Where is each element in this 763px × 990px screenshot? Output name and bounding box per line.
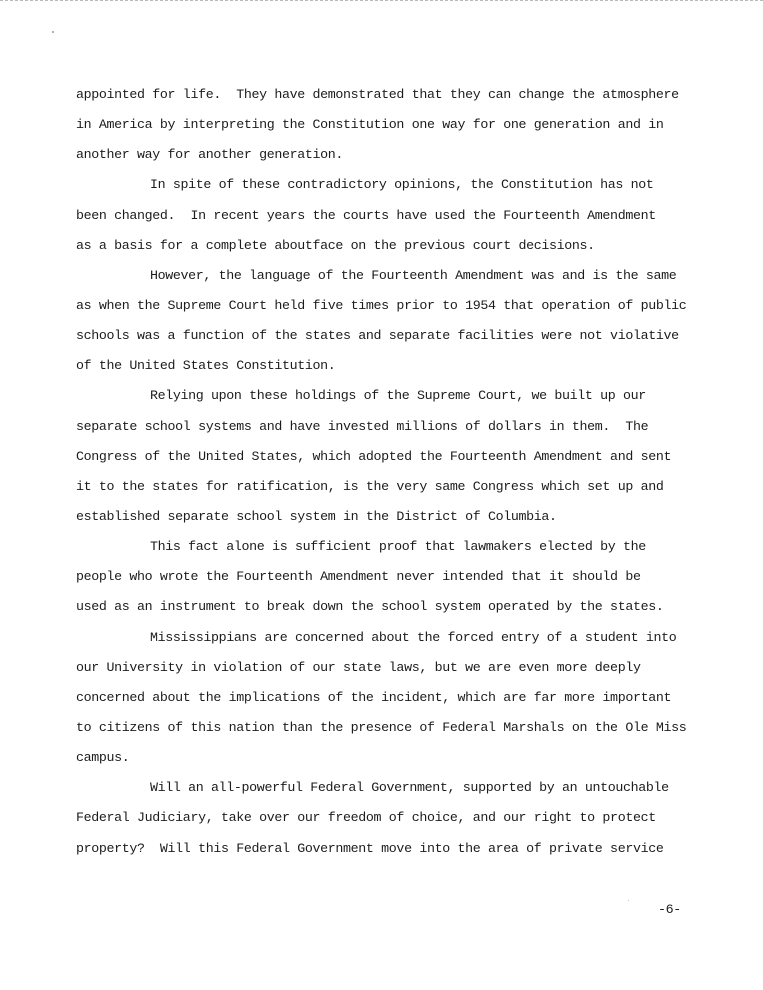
text-line: our University in violation of our state laws, but we are even more deeply [76, 659, 641, 675]
text-line: people who wrote the Fourteenth Amendment never intended that it should be [76, 569, 641, 585]
scan-speck [52, 31, 54, 33]
text-line: Relying upon these holdings of the Supreme Court, we built up our [150, 388, 646, 404]
perforated-top-edge [0, 0, 763, 1]
text-line: Federal Judiciary, take over our freedom of choice, and our right to protect [76, 810, 656, 826]
text-line: been changed. In recent years the courts have used the Fourteenth Amendment [76, 207, 656, 223]
text-line: campus. [76, 750, 130, 766]
text-line: This fact alone is sufficient proof that lawmakers elected by the [150, 539, 646, 555]
text-line: concerned about the implications of the incident, which are far more important [76, 689, 672, 705]
text-line: established separate school system in the District of Columbia. [76, 508, 557, 524]
document-body [76, 80, 716, 864]
text-line: schools was a function of the states and separate facilities were not violative [76, 328, 679, 344]
text-line: to citizens of this nation than the presence of Federal Marshals on the Ole Miss [76, 719, 687, 735]
text-line: separate school systems and have invested millions of dollars in them. The [76, 418, 649, 434]
text-line: property? Will this Federal Government move into the area of private service [76, 840, 664, 856]
text-line: another way for another generation. [76, 147, 344, 163]
text-line: as a basis for a complete aboutface on the previous court decisions. [76, 237, 595, 253]
page-number: -6- [658, 902, 681, 917]
text-line: as when the Supreme Court held five times prior to 1954 that operation of public [76, 297, 687, 313]
text-line: Congress of the United States, which adopted the Fourteenth Amendment and sent [76, 448, 672, 464]
text-line: appointed for life. They have demonstrated that they can change the atmosphere [76, 87, 679, 102]
text-line: in America by interpreting the Constitution one way for one generation and in [76, 117, 664, 133]
text-line: of the United States Constitution. [76, 358, 336, 374]
scan-speck [628, 900, 629, 901]
text-line: Will an all-powerful Federal Government, supported by an untouchable [150, 780, 669, 796]
text-line: used as an instrument to break down the school system operated by the states. [76, 599, 664, 615]
text-line: However, the language of the Fourteenth Amendment was and is the same [150, 267, 677, 283]
text-line: In spite of these contradictory opinions, the Constitution has not [150, 177, 654, 193]
text-line: it to the states for ratification, is the very same Congress which set up and [76, 478, 664, 494]
text-line: Mississippians are concerned about the forced entry of a student into [150, 629, 677, 645]
